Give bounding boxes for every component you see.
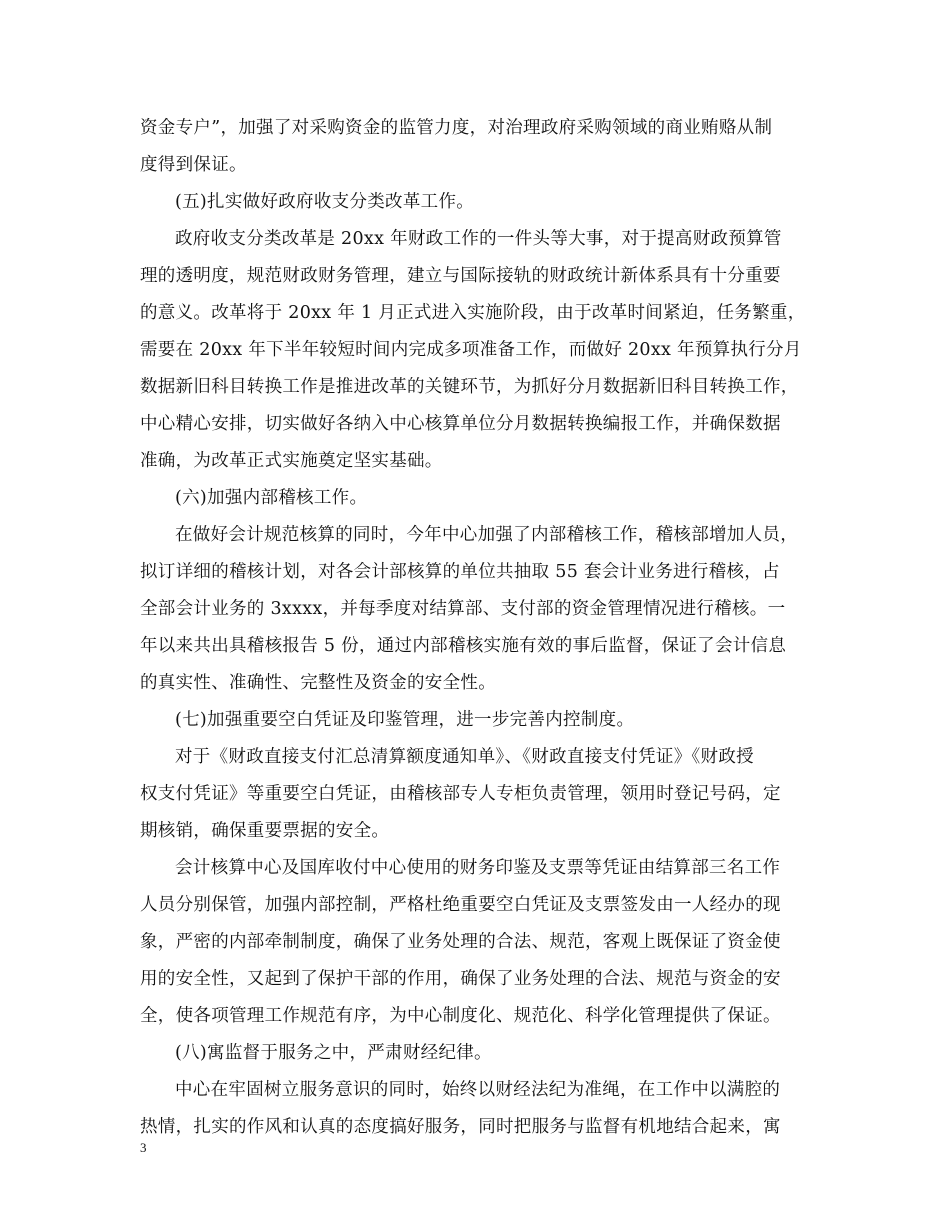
text-line: 的意义。改革将于 20xx 年 1 月正式进入实施阶段，由于改革时间紧迫，任务繁重， [140,303,806,323]
text-line: 中心精心安排，切实做好各纳入中心核算单位分月数据转换编报工作，并确保数据 [140,414,781,434]
text-line: 热情，扎实的作风和认真的态度搞好服务，同时把服务与监督有机地结合起来，寓 [140,1117,781,1137]
paragraph-start: 会计核算中心及国库收付中心使用的财务印鉴及支票等凭证由结算部三名工作 [175,858,781,878]
paragraph-start: 政府收支分类改革是 20xx 年财政工作的一件头等大事，对于提高财政预算管 [175,229,782,249]
text-line: 象，严密的内部牵制制度，确保了业务处理的合法、规范，客观上既保证了资金使 [140,932,781,952]
text-line: 拟订详细的稽核计划，对各会计部核算的单位共抽取 55 套会计业务进行稽核，占 [140,562,780,582]
text-line: 人员分别保管，加强内部控制，严格杜绝重要空白凭证及支票签发由一人经办的现 [140,895,781,915]
paragraph-start: 中心在牢固树立服务意识的同时，始终以财经法纪为准绳，在工作中以满腔的 [175,1080,781,1100]
text-line: 权支付凭证》等重要空白凭证，由稽核部专人专柜负责管理，领用时登记号码，定 [140,784,781,804]
paragraph-start: 对于《财政直接支付汇总清算额度通知单》、《财政直接支付凭证》《财政授 [175,747,754,767]
text-line: 全，使各项管理工作规范有序，为中心制度化、规范化、科学化管理提供了保证。 [140,1006,781,1026]
section-heading: (七)加强重要空白凭证及印鉴管理，进一步完善内控制度。 [175,710,635,730]
text-line: 资金专户”，加强了对采购资金的监管力度，对治理政府采购领域的商业贿赂从制 [140,118,773,138]
text-line: 度得到保证。 [140,155,247,175]
text-line: 数据新旧科目转换工作是推进改革的关键环节，为抓好分月数据新旧科目转换工作， [140,377,799,397]
section-heading: (六)加强内部稽核工作。 [175,488,368,508]
page-number: 3 [140,1140,147,1155]
text-line: 理的透明度，规范财政财务管理，建立与国际接轨的财政统计新体系具有十分重要 [140,266,781,286]
text-line: 的真实性、准确性、完整性及资金的安全性。 [140,673,496,693]
text-line: 用的安全性，又起到了保护干部的作用，确保了业务处理的合法、规范与资金的安 [140,969,781,989]
section-heading: (八)寓监督于服务之中，严肃财经纪律。 [175,1043,492,1063]
section-heading: (五)扎实做好政府收支分类改革工作。 [175,192,475,212]
paragraph-start: 在做好会计规范核算的同时，今年中心加强了内部稽核工作，稽核部增加人员， [175,525,798,545]
text-line: 期核销，确保重要票据的安全。 [140,821,390,841]
text-line: 准确，为改革正式实施奠定坚实基础。 [140,451,443,471]
text-line: 需要在 20xx 年下半年较短时间内完成多项准备工作，而做好 20xx 年预算执行分月 [140,340,802,360]
text-line: 年以来共出具稽核报告 5 份，通过内部稽核实施有效的事后监督，保证了会计信息 [140,636,787,656]
text-line: 全部会计业务的 3xxxx，并每季度对结算部、支付部的资金管理情况进行稽核。一 [140,599,786,619]
